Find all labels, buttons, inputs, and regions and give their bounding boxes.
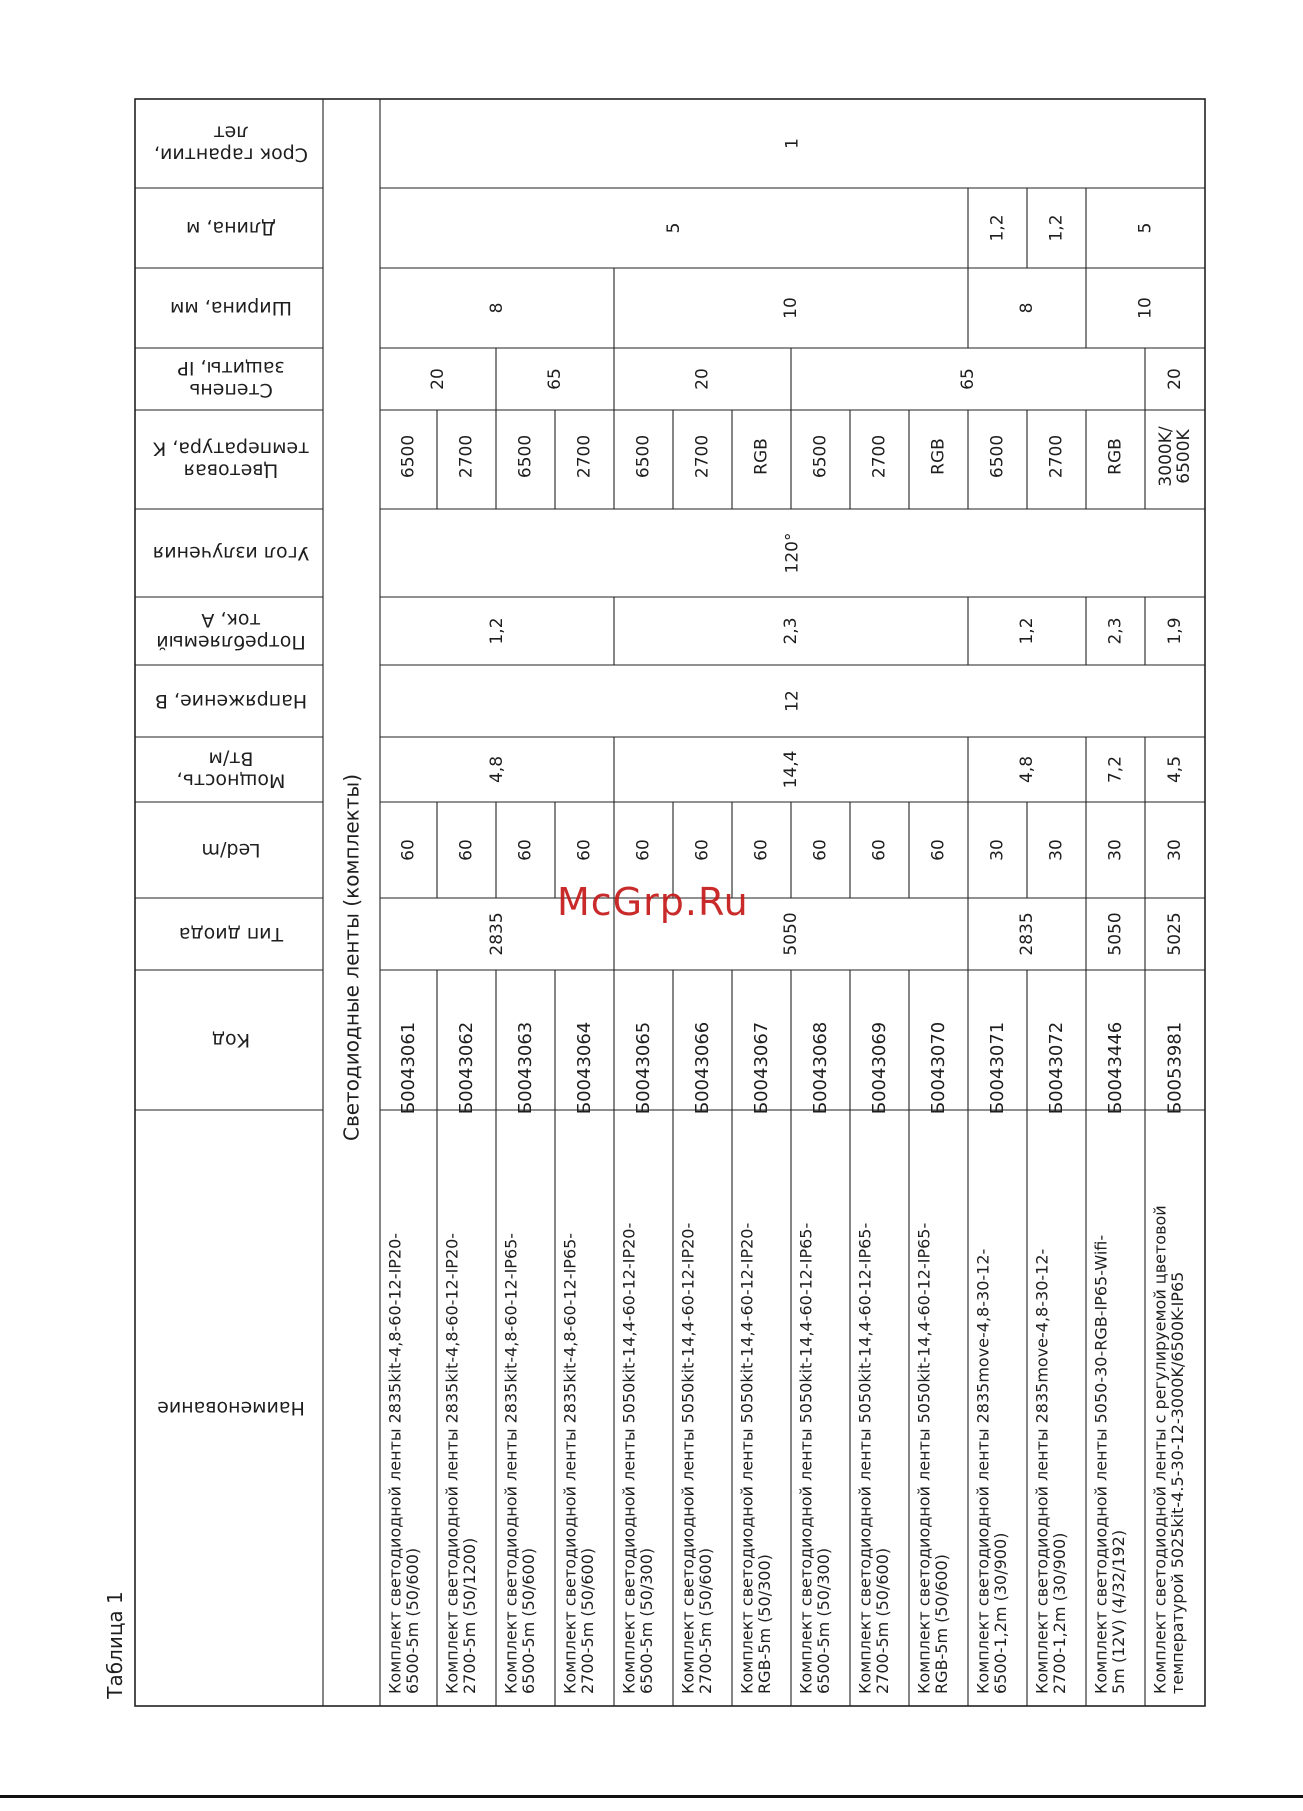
length-value-1-group bbox=[988, 214, 1008, 241]
row-7-name: Комплект светодиодной ленты 5050kit-14,4-60-12-IP65- bbox=[796, 1222, 816, 1694]
row-6-led: 60 bbox=[751, 839, 772, 861]
row-9-cct-group bbox=[929, 438, 949, 475]
warranty-value-0: 1 bbox=[782, 138, 803, 149]
row-6-name: Комплект светодиодной ленты 5050kit-14,4-60-12-IP20- bbox=[737, 1222, 757, 1694]
header-cct: Цветовая bbox=[183, 459, 279, 482]
row-10-name: 6500-1,2m (30/900) bbox=[991, 1532, 1011, 1694]
row-10-code-group bbox=[987, 1022, 1008, 1115]
row-11-name: 2700-1,2m (30/900) bbox=[1050, 1532, 1070, 1694]
row-6-cct: RGB bbox=[751, 438, 772, 475]
row-0-cct-group bbox=[399, 435, 419, 478]
row-0-led: 60 bbox=[398, 839, 419, 861]
header-ip: Степень bbox=[189, 378, 273, 401]
row-10-cct: 6500 bbox=[987, 434, 1008, 479]
row-8-cct-group bbox=[870, 435, 890, 478]
length-value-0: 5 bbox=[664, 222, 684, 234]
row-11-code-group bbox=[1046, 1022, 1067, 1115]
width-value-3-group bbox=[1136, 297, 1156, 319]
ip-value-3: 65 bbox=[958, 368, 978, 390]
row-11-code: Б0043072 bbox=[1046, 1021, 1067, 1115]
row-4-led-group bbox=[634, 839, 654, 861]
current-value-1-group bbox=[781, 617, 801, 644]
row-7-name-group bbox=[797, 1223, 834, 1694]
row-5-name-group bbox=[679, 1223, 716, 1694]
voltage-value-0-group bbox=[783, 690, 803, 712]
header-warranty: лет bbox=[213, 121, 249, 144]
warranty-value-0-group bbox=[783, 138, 803, 149]
row-2-led: 60 bbox=[515, 839, 536, 861]
table-caption: Таблица 1 bbox=[103, 1591, 127, 1699]
row-0-name: Комплект светодиодной ленты 2835kit-4,8-60-12-IP20- bbox=[385, 1232, 405, 1694]
row-11-cct-group bbox=[1047, 435, 1067, 478]
row-0-name-group bbox=[386, 1233, 423, 1694]
row-6-cct-group bbox=[752, 438, 772, 475]
row-10-name: Комплект светодиодной ленты 2835move-4,8-30-12- bbox=[973, 1248, 993, 1694]
ip-value-1-group bbox=[545, 368, 565, 390]
row-8-led: 60 bbox=[869, 839, 890, 861]
row-13-led: 30 bbox=[1165, 839, 1185, 861]
header-name: Наименование bbox=[157, 1397, 305, 1419]
header-diode-group bbox=[179, 923, 284, 945]
row-7-led: 60 bbox=[810, 839, 831, 861]
current-value-0-group bbox=[487, 617, 507, 644]
header-width-group bbox=[170, 297, 292, 319]
diode-value-2: 2835 bbox=[1017, 912, 1037, 956]
row-10-led-group bbox=[988, 839, 1008, 861]
diode-value-3: 5050 bbox=[1105, 912, 1126, 956]
row-2-name: 6500-5m (50/600) bbox=[519, 1547, 539, 1694]
row-0-cct: 6500 bbox=[398, 434, 419, 479]
row-1-cct: 2700 bbox=[456, 434, 477, 479]
row-13-name-group bbox=[1151, 1205, 1188, 1694]
diode-value-2-group bbox=[1017, 912, 1037, 955]
ip-value-4: 20 bbox=[1165, 368, 1185, 390]
row-13-cct: 6500K bbox=[1174, 429, 1195, 484]
row-3-name-group bbox=[561, 1233, 598, 1694]
power-value-1-group bbox=[781, 751, 801, 789]
row-8-code: Б0043069 bbox=[869, 1021, 890, 1115]
width-value-2: 8 bbox=[1017, 302, 1037, 314]
row-9-led: 60 bbox=[928, 839, 949, 861]
row-4-cct: 6500 bbox=[633, 434, 654, 479]
length-value-3: 5 bbox=[1135, 222, 1156, 234]
row-9-name: Комплект светодиодной ленты 5050kit-14,4-60-12-IP65- bbox=[914, 1222, 934, 1694]
row-10-code: Б0043071 bbox=[987, 1021, 1008, 1115]
row-12-name: Комплект светодиодной ленты 5050-30-RGB-IP65-Wifi- bbox=[1091, 1234, 1111, 1694]
row-6-code-group bbox=[751, 1022, 772, 1115]
row-3-name: Комплект светодиодной ленты 2835kit-4,8-60-12-IP65- bbox=[560, 1232, 580, 1694]
row-1-name-group bbox=[443, 1233, 480, 1694]
row-2-code: Б0043063 bbox=[515, 1021, 536, 1115]
row-0-code-group bbox=[398, 1022, 419, 1115]
power-value-4-group bbox=[1165, 756, 1185, 783]
row-9-code: Б0043070 bbox=[928, 1021, 949, 1115]
row-3-led-group bbox=[575, 839, 595, 861]
row-9-led-group bbox=[929, 839, 949, 861]
header-code-group bbox=[212, 1029, 250, 1051]
row-12-name: 5m (12V) (4/32/192) bbox=[1109, 1529, 1129, 1694]
width-value-2-group bbox=[1017, 303, 1037, 314]
row-13-cct-group bbox=[1156, 426, 1194, 486]
row-4-cct-group bbox=[634, 435, 654, 478]
row-2-led-group bbox=[516, 839, 536, 861]
current-value-2-group bbox=[1017, 617, 1037, 644]
row-0-name: 6500-5m (50/600) bbox=[403, 1547, 423, 1694]
row-1-led-group bbox=[457, 839, 477, 861]
row-5-led-group bbox=[693, 839, 713, 861]
ip-value-2-group bbox=[693, 368, 713, 390]
row-4-led: 60 bbox=[633, 839, 654, 861]
ip-value-2: 20 bbox=[692, 368, 713, 390]
row-12-code-group bbox=[1105, 1022, 1126, 1115]
row-4-name-group bbox=[620, 1223, 657, 1694]
row-1-code: Б0043062 bbox=[456, 1021, 477, 1115]
ip-value-1: 65 bbox=[545, 368, 565, 390]
row-3-cct: 2700 bbox=[574, 434, 595, 479]
row-2-name: Комплект светодиодной ленты 2835kit-4,8-60-12-IP65- bbox=[501, 1232, 521, 1694]
table-caption-group bbox=[103, 1591, 127, 1700]
header-width: Ширина, мм bbox=[170, 297, 292, 319]
section-title: Светодиодные ленты (комплекты) bbox=[339, 773, 364, 1142]
row-2-cct: 6500 bbox=[515, 434, 536, 479]
power-value-3: 7,2 bbox=[1105, 755, 1126, 784]
header-voltage: Напряжение, В bbox=[154, 690, 308, 712]
length-value-1: 1,2 bbox=[987, 214, 1008, 242]
row-3-cct-group bbox=[575, 435, 595, 478]
row-12-led-group bbox=[1106, 839, 1126, 861]
header-led-group bbox=[202, 839, 261, 861]
diode-value-3-group bbox=[1106, 912, 1126, 955]
row-9-cct: RGB bbox=[928, 438, 949, 475]
row-12-led: 30 bbox=[1105, 839, 1126, 861]
header-angle: Угол излучения bbox=[152, 542, 310, 564]
row-13-cct: 3000K/ bbox=[1155, 426, 1176, 487]
row-0-code: Б0043061 bbox=[398, 1021, 419, 1115]
current-value-3: 2,3 bbox=[1105, 617, 1126, 645]
row-6-name-group bbox=[738, 1223, 775, 1694]
section-title-group bbox=[340, 774, 364, 1141]
row-13-code: Б0053981 bbox=[1164, 1021, 1186, 1115]
row-3-code-group bbox=[574, 1022, 595, 1115]
power-value-0-group bbox=[487, 756, 507, 783]
diode-value-1-group bbox=[781, 912, 801, 955]
header-led: Led/m bbox=[201, 839, 261, 861]
row-5-led: 60 bbox=[692, 839, 713, 861]
length-value-2: 1,2 bbox=[1046, 214, 1067, 242]
row-8-code-group bbox=[869, 1022, 890, 1115]
row-4-code: Б0043065 bbox=[633, 1021, 654, 1115]
row-12-code: Б0043446 bbox=[1105, 1021, 1126, 1115]
row-9-name-group bbox=[915, 1223, 952, 1694]
row-8-name: Комплект светодиодной ленты 5050kit-14,4-60-12-IP65- bbox=[855, 1222, 875, 1694]
row-8-led-group bbox=[870, 839, 890, 861]
width-value-1: 10 bbox=[781, 297, 801, 319]
power-value-2: 4,8 bbox=[1017, 755, 1037, 784]
current-value-4: 1,9 bbox=[1165, 617, 1185, 645]
row-8-name-group bbox=[856, 1223, 893, 1694]
power-value-4: 4,5 bbox=[1165, 755, 1185, 784]
row-11-name: Комплект светодиодной ленты 2835move-4,8-30-12- bbox=[1032, 1248, 1052, 1694]
header-power-group bbox=[177, 748, 286, 792]
row-5-name: Комплект светодиодной ленты 5050kit-14,4-60-12-IP20- bbox=[678, 1222, 698, 1694]
header-current: Потребляемый bbox=[156, 630, 306, 653]
header-power: Вт/м bbox=[208, 747, 254, 770]
current-value-1: 2,3 bbox=[781, 617, 801, 645]
row-5-cct-group bbox=[693, 435, 713, 478]
row-3-code: Б0043064 bbox=[574, 1021, 595, 1115]
header-ip: защиты, IP bbox=[177, 357, 285, 380]
row-6-led-group bbox=[752, 839, 772, 861]
header-ip-group bbox=[177, 357, 284, 401]
voltage-value-0: 12 bbox=[782, 690, 803, 712]
header-angle-group bbox=[153, 542, 309, 564]
width-value-3: 10 bbox=[1135, 297, 1156, 319]
header-length: Длина, м bbox=[186, 217, 276, 239]
row-10-led: 30 bbox=[987, 839, 1008, 861]
row-10-name-group bbox=[974, 1249, 1011, 1694]
header-warranty: Срок гарантии, bbox=[153, 143, 309, 166]
row-7-cct-group bbox=[811, 435, 831, 478]
row-11-name-group bbox=[1033, 1249, 1070, 1694]
ip-value-0: 20 bbox=[428, 368, 448, 390]
row-1-code-group bbox=[456, 1022, 477, 1115]
power-value-2-group bbox=[1017, 756, 1037, 783]
row-7-code: Б0043068 bbox=[810, 1021, 831, 1115]
length-value-3-group bbox=[1136, 223, 1156, 234]
width-value-1-group bbox=[781, 297, 801, 319]
row-11-led: 30 bbox=[1046, 839, 1067, 861]
row-4-name: 6500-5m (50/300) bbox=[637, 1547, 657, 1694]
row-5-cct: 2700 bbox=[692, 434, 713, 479]
row-5-name: 2700-5m (50/600) bbox=[696, 1547, 716, 1694]
width-value-0: 8 bbox=[487, 302, 507, 314]
angle-value-0: 120° bbox=[782, 532, 803, 574]
power-value-3-group bbox=[1106, 756, 1126, 783]
row-4-name: Комплект светодиодной ленты 5050kit-14,4-60-12-IP20- bbox=[619, 1222, 639, 1694]
angle-value-0-group bbox=[783, 533, 803, 574]
row-1-name: Комплект светодиодной ленты 2835kit-4,8-60-12-IP20- bbox=[442, 1232, 462, 1694]
ip-value-0-group bbox=[428, 368, 448, 390]
row-10-cct-group bbox=[988, 435, 1008, 478]
header-power: Мощность, bbox=[176, 769, 286, 792]
power-value-0: 4,8 bbox=[487, 755, 507, 784]
row-1-name: 2700-5m (50/1200) bbox=[460, 1537, 480, 1694]
current-value-2: 1,2 bbox=[1017, 617, 1037, 645]
watermark-text: McGrp.Ru bbox=[557, 880, 749, 924]
row-13-code-group bbox=[1165, 1022, 1186, 1115]
diode-value-0-group bbox=[487, 912, 507, 955]
row-7-led-group bbox=[811, 839, 831, 861]
power-value-1: 14,4 bbox=[781, 750, 801, 789]
length-value-0-group bbox=[664, 223, 684, 234]
header-length-group bbox=[186, 217, 276, 239]
row-3-led: 60 bbox=[574, 839, 595, 861]
header-name-group bbox=[157, 1397, 305, 1419]
row-13-led-group bbox=[1165, 839, 1185, 861]
header-code: Код bbox=[211, 1029, 251, 1051]
row-11-led-group bbox=[1047, 839, 1067, 861]
header-current: ток, А bbox=[201, 609, 261, 632]
row-3-name: 2700-5m (50/600) bbox=[578, 1547, 598, 1694]
row-7-code-group bbox=[810, 1022, 831, 1115]
row-2-name-group bbox=[502, 1233, 539, 1694]
row-0-led-group bbox=[399, 839, 419, 861]
row-5-code-group bbox=[692, 1022, 713, 1115]
diode-value-4-group bbox=[1165, 912, 1185, 955]
header-cct-group bbox=[152, 438, 309, 482]
row-8-name: 2700-5m (50/600) bbox=[873, 1547, 893, 1694]
current-value-0: 1,2 bbox=[487, 617, 507, 645]
row-11-cct: 2700 bbox=[1046, 434, 1067, 479]
row-4-code-group bbox=[633, 1022, 654, 1115]
diode-value-0: 2835 bbox=[487, 912, 507, 956]
row-9-name: RGB-5m (50/600) bbox=[932, 1554, 952, 1694]
header-current-group bbox=[156, 609, 305, 653]
header-voltage-group bbox=[155, 690, 307, 712]
header-diode: Тип диода bbox=[178, 923, 284, 945]
row-2-cct-group bbox=[516, 435, 536, 478]
row-8-cct: 2700 bbox=[869, 434, 890, 479]
diode-value-4: 5025 bbox=[1165, 912, 1185, 956]
row-6-code: Б0043067 bbox=[751, 1021, 772, 1115]
row-6-name: RGB-5m (50/300) bbox=[755, 1554, 775, 1694]
diode-value-1: 5050 bbox=[781, 912, 801, 956]
width-value-0-group bbox=[487, 303, 507, 314]
row-12-name-group bbox=[1092, 1235, 1129, 1694]
length-value-2-group bbox=[1047, 214, 1067, 241]
row-1-led: 60 bbox=[456, 839, 477, 861]
row-13-name: Комплект светодиодной ленты с регулируемой цветовой bbox=[1150, 1205, 1170, 1694]
row-2-code-group bbox=[515, 1022, 536, 1115]
row-5-code: Б0043066 bbox=[692, 1021, 713, 1115]
row-12-cct-group bbox=[1106, 438, 1126, 475]
row-1-cct-group bbox=[457, 435, 477, 478]
ip-value-3-group bbox=[958, 368, 978, 390]
row-12-cct: RGB bbox=[1105, 438, 1126, 475]
row-13-name: температурой 5025kit-4.5-30-12-3000K/6500K-IP65 bbox=[1168, 1271, 1188, 1694]
current-value-4-group bbox=[1165, 617, 1185, 644]
row-7-cct: 6500 bbox=[810, 434, 831, 479]
row-7-name: 6500-5m (50/300) bbox=[814, 1547, 834, 1694]
header-warranty-group bbox=[154, 122, 308, 166]
header-cct: температура, К bbox=[152, 437, 310, 460]
ip-value-4-group bbox=[1165, 368, 1185, 390]
row-9-code-group bbox=[928, 1022, 949, 1115]
current-value-3-group bbox=[1106, 617, 1126, 644]
page-bottom-rule bbox=[0, 1795, 1303, 1798]
